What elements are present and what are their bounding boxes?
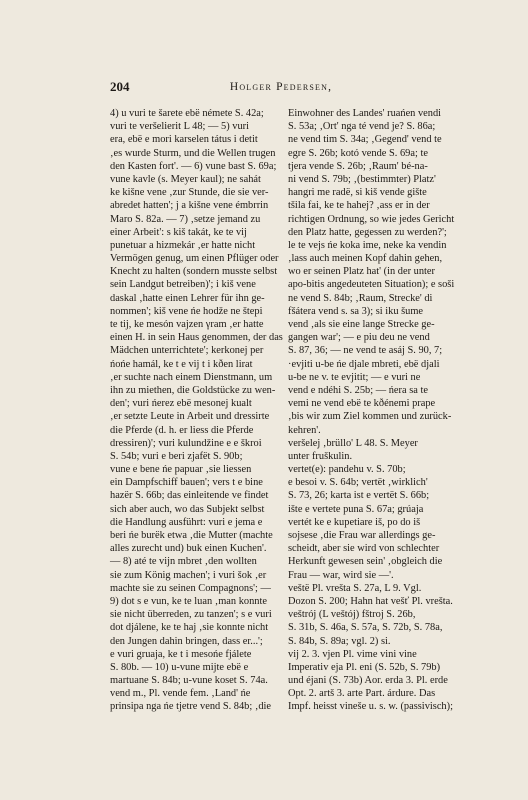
text-line: den'; vuri ńerez ebë mesonej kualt: [110, 398, 252, 410]
text-line: veštë Pl. vrešta S. 27a, L 9. Vgl.: [288, 582, 422, 594]
text-line: den Kasten fort'. — 6) vune bast S. 69a;: [110, 160, 277, 172]
text-line: die Handlung ausführt: vuri e jema e: [110, 516, 263, 528]
text-line: wo er seinen Platz hat' (in der unter: [288, 266, 436, 278]
running-title: Holger Pedersen,: [229, 81, 333, 93]
text-line: einen H. in sein Haus genommen, der das: [110, 332, 283, 344]
text-line: punetuar a hizmekár ‚er hatte nicht: [110, 239, 256, 251]
text-line: 9) dot s e vun, ke te luan ‚man konnte: [110, 595, 267, 607]
text-line: egre S. 26b; kotó vende S. 69a; te: [288, 147, 428, 159]
text-line: S. 84b, S. 89a; vgl. 2) si.: [288, 635, 391, 647]
text-line: te tij, ke mesón vajzen γram ‚er hatte: [110, 319, 264, 330]
text-line: ńońe hamál, ke t e vij t i kðen lirat: [110, 358, 253, 370]
text-line: einer Arbeit': s kiš takát, ke te vij: [110, 226, 247, 238]
text-line: richtigen Ordnung, so wie jedes Gericht: [288, 213, 455, 225]
text-line: ni vend S. 79b; ‚(bestimmter) Platz': [288, 173, 436, 185]
text-line: unter fruškulin.: [288, 450, 353, 462]
text-line: beri ńe burëk etwa ‚die Mutter (machte: [110, 530, 273, 541]
text-line: S. 80b. — 10) u-vune mijte ebë e: [110, 661, 249, 673]
text-line: hazër S. 66b; das einleitende ve findet: [110, 490, 269, 502]
text-line: martuane S. 84b; u-vune koset S. 74a.: [110, 675, 268, 687]
text-line: gangen war'; — e piu deu ne vend: [288, 332, 430, 344]
text-line: abredet hatten'; j a kišne vene émbrrin: [110, 200, 269, 212]
text-line: ‚lass auch meinen Kopf dahin gehen,: [288, 253, 443, 265]
text-line: vune e bene ńe papuar ‚sie liessen: [110, 464, 252, 476]
text-line: sie zum König machen'; i vuri šok ‚er: [110, 569, 267, 581]
text-line: vend m., Pl. vende fem. ‚Land' ńe: [110, 688, 251, 700]
text-line: ište e vertete puna S. 67a; grúaja: [288, 503, 424, 515]
text-line: veštrój (L veštój) fštroj S. 26b,: [288, 609, 416, 621]
text-line: e vuri gruaja, ke t i mesońe fjálete: [110, 648, 252, 660]
text-line: Vermögen genug, um einen Pflüger oder: [110, 253, 279, 265]
text-line: vend ‚als sie eine lange Strecke ge-: [288, 319, 435, 330]
text-line: ein Dampfschiff bauen'; vers t e bine: [110, 477, 263, 489]
text-line: sie nicht überreden, zu tanzen'; s e vuri: [110, 609, 272, 621]
text-line: nommen'; kiš vene ńe hodže ne štepi: [110, 305, 263, 317]
text-line: ‚bis wir zum Ziel kommen und zurück-: [288, 411, 452, 423]
text-line: sojsese ‚die Frau war allerdings ge-: [288, 530, 436, 541]
text-line: apo-bitis angedeuteten Situation); e soši: [288, 279, 455, 291]
text-line: hangri me radë, si kiš vende gište: [288, 187, 427, 199]
text-line: und éjani (S. 73b) Aor. erda 3. Pl. erde: [288, 675, 448, 687]
text-line: die Pferde (d. h. er liess die Pferde: [110, 424, 254, 436]
text-line: daskal ‚hatte einen Lehrer für ihn ge-: [110, 292, 265, 304]
text-line: vuri te veršelierit L 48; — 5) vuri: [110, 121, 249, 133]
text-line: veršelej ‚brüllo' L 48. S. Meyer: [288, 437, 418, 449]
text-line: vune kavle (s. Meyer kaul); ne sahát: [110, 173, 261, 185]
text-line: dot djálene, ke te haj ‚sie konnte nicht: [110, 622, 269, 634]
text-line: 4) u vuri te šarete ebë némete S. 42a;: [110, 108, 264, 119]
text-line: machte sie zu seinen Compagnons'; —: [110, 582, 271, 594]
text-line: Impf. heisst vineše u. s. w. (passivisch);: [288, 701, 453, 713]
text-line: alles zurecht und) buk einen Kuchen'.: [110, 543, 267, 555]
text-line: vend e ndéhi S. 25b; — ńera sa te: [288, 384, 428, 396]
text-line: ne vend S. 84b; ‚Raum, Strecke' di: [288, 292, 433, 304]
page-header: [110, 79, 452, 97]
text-line: e besoi v. S. 64b; vertët ‚wirklich': [288, 477, 428, 489]
text-line: S. 73, 26; karta ist e vertët S. 66b;: [288, 490, 430, 502]
text-line: S. 53a; ‚Ort' nga té vend je? S. 86a;: [288, 121, 436, 133]
text-line: tjera vende S. 26b; ‚Raum' bé-na-: [288, 160, 428, 172]
text-line: fšátera vend s. sa 3); si iku šume: [288, 305, 424, 317]
text-line: Knecht zu halten (sondern musste selbst: [110, 266, 278, 278]
text-line: u-be ne v. te evjitit; — e vuri ne: [288, 371, 421, 383]
left-column: [110, 107, 283, 714]
text-line: Dozon S. 200; Hahn hat vešť Pl. vrešta.: [288, 595, 453, 607]
text-line: ·evjiti u-be ńe djale mbreti, ebë djali: [288, 358, 440, 370]
text-line: S. 87, 36; — ne vend te asáj S. 90, 7;: [288, 345, 443, 357]
text-line: ‚es wurde Sturm, und die Wellen trugen: [110, 147, 276, 159]
text-line: prinsipa nga ńe tjetre vend S. 84b; ‚die: [110, 701, 272, 713]
text-line: — 8) até te vijn mbret ‚den wollten: [110, 556, 257, 568]
text-line: S. 31b, S. 46a, S. 57a, S. 72b, S. 78a,: [288, 622, 443, 634]
text-line: ‚er suchte nach einem Dienstmann, um: [110, 371, 273, 383]
text-line: le te vejs ńe koka ime, neke ka vendin: [288, 239, 447, 251]
text-line: ihn zu miethen, die Goldstücke zu wen-: [110, 384, 276, 396]
text-line: vemi ne vend ebë te kðénemi prape: [288, 398, 436, 410]
right-column: [288, 107, 454, 714]
text-line: den Platz hatte, gegessen zu werden?';: [288, 226, 447, 238]
text-line: sich aber auch, wo das Subjekt selbst: [110, 503, 265, 515]
text-line: vertét ke e kupetiare iš, po do iš: [288, 516, 421, 528]
text-line: ‚er setzte Leute in Arbeit und dressirte: [110, 411, 270, 423]
text-line: scheidt, aber sie wird von schlechter: [288, 543, 440, 555]
text-line: Maro S. 82a. — 7) ‚setze jemand zu: [110, 213, 261, 225]
text-line: vij 2. 3. vjen Pl. vime vini vine: [288, 648, 417, 660]
text-line: vertet(e): pandehu v. S. 70b;: [288, 464, 406, 476]
text-line: Imperativ eja Pl. eni (S. 52b, S. 79b): [288, 661, 441, 673]
text-line: S. 54b; vuri e beri zjafët S. 90b;: [110, 450, 243, 462]
text-line: Opt. 2. artš 3. arte Part. árdure. Das: [288, 688, 436, 700]
text-line: kehren'.: [288, 424, 321, 436]
text-line: Herkunft gewesen sein' ‚obgleich die: [288, 556, 443, 568]
text-line: Einwohner des Landes' ruańen vendi: [288, 108, 442, 119]
text-line: era, ebë e mori karselen tátus i detit: [110, 134, 258, 146]
text-line: Mädchen unterrichtete'; kerkonej per: [110, 345, 264, 357]
text-line: ne vend tim S. 34a; ‚Gegend' vend te: [288, 134, 442, 146]
page-number: 204: [110, 79, 130, 94]
text-line: dressiren)'; vuri kulundžine e e škroi: [110, 437, 262, 449]
text-line: den Jungen dahin bringen, dass er...';: [110, 635, 263, 647]
text-line: sein Landgut betreiben)'; i kiš vene: [110, 279, 256, 291]
text-line: ke kišne vene ‚zur Stunde, die sie ver-: [110, 187, 269, 199]
text-line: Frau — war, wird sie —'.: [288, 569, 394, 581]
text-line: tšila fai, ke te hahej? ‚ass er in der: [288, 200, 430, 212]
